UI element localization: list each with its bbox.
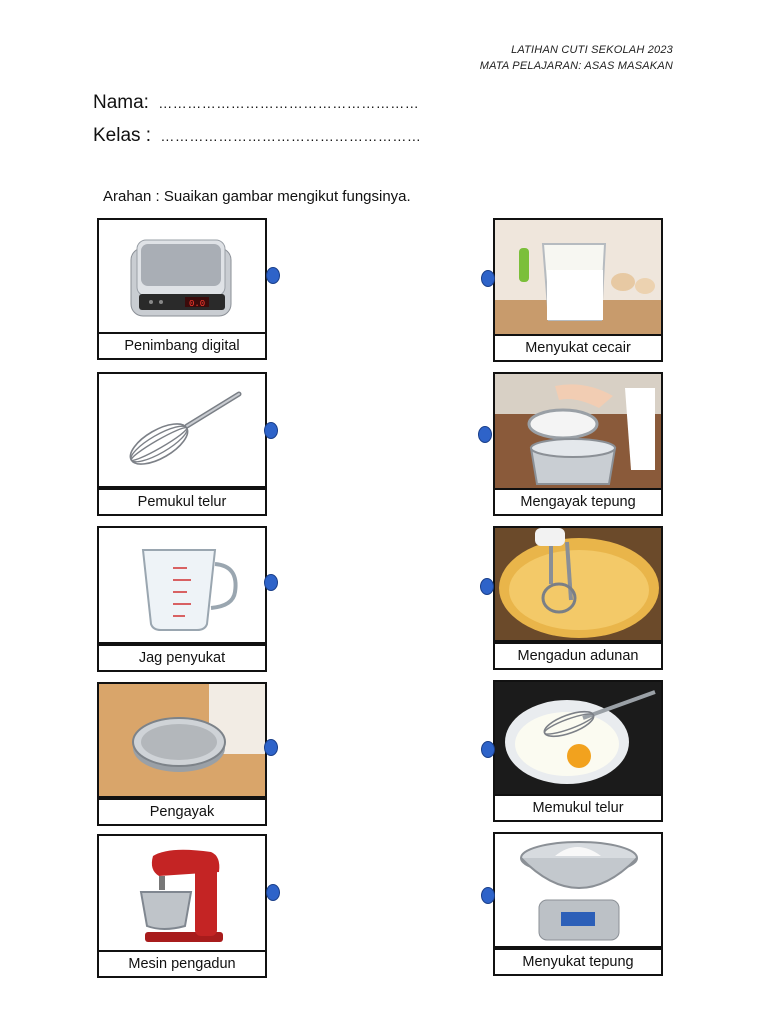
mixing-batter-icon xyxy=(493,526,663,642)
name-field[interactable] xyxy=(93,92,419,114)
match-dot-left-5[interactable] xyxy=(266,884,280,901)
left-caption-5: Mesin pengadun xyxy=(97,950,267,978)
stand-mixer-icon xyxy=(97,834,267,952)
digital-scale-icon xyxy=(97,218,267,334)
measuring-jug-icon xyxy=(97,526,267,644)
measuring-liquid-icon xyxy=(493,218,663,336)
sifting-flour-icon xyxy=(493,372,663,490)
name-blank-line[interactable]: ……………………………………………… xyxy=(158,95,420,111)
match-dot-left-4[interactable] xyxy=(264,739,278,756)
class-field[interactable] xyxy=(93,125,421,147)
beating-egg-icon xyxy=(493,680,663,796)
weighing-flour-icon xyxy=(493,832,663,948)
match-dot-left-1[interactable] xyxy=(266,267,280,284)
class-label: Kelas : xyxy=(93,125,152,146)
left-caption-2: Pemukul telur xyxy=(97,488,267,516)
match-dot-right-2[interactable] xyxy=(478,426,492,443)
right-caption-2: Mengayak tepung xyxy=(493,488,663,516)
match-dot-right-5[interactable] xyxy=(481,887,495,904)
left-caption-1: Penimbang digital xyxy=(97,332,267,360)
right-caption-1: Menyukat cecair xyxy=(493,334,663,362)
sieve-icon xyxy=(97,682,267,798)
instruction-text: Arahan : Suaikan gambar mengikut fungsinya. xyxy=(103,188,411,205)
whisk-icon xyxy=(97,372,267,488)
match-dot-right-3[interactable] xyxy=(480,578,494,595)
match-dot-left-3[interactable] xyxy=(264,574,278,591)
left-caption-4: Pengayak xyxy=(97,798,267,826)
worksheet-header-subject: MATA PELAJARAN: ASAS MASAKAN xyxy=(479,60,673,72)
svg-text:0.0: 0.0 xyxy=(189,299,206,309)
name-label: Nama: xyxy=(93,92,149,113)
right-caption-4: Memukul telur xyxy=(493,794,663,822)
left-caption-3: Jag penyukat xyxy=(97,644,267,672)
right-caption-5: Menyukat tepung xyxy=(493,948,663,976)
right-caption-3: Mengadun adunan xyxy=(493,642,663,670)
match-dot-left-2[interactable] xyxy=(264,422,278,439)
class-blank-line[interactable]: ……………………………………………… xyxy=(160,128,422,144)
match-dot-right-4[interactable] xyxy=(481,741,495,758)
match-dot-right-1[interactable] xyxy=(481,270,495,287)
worksheet-header-title: LATIHAN CUTI SEKOLAH 2023 xyxy=(511,44,673,56)
